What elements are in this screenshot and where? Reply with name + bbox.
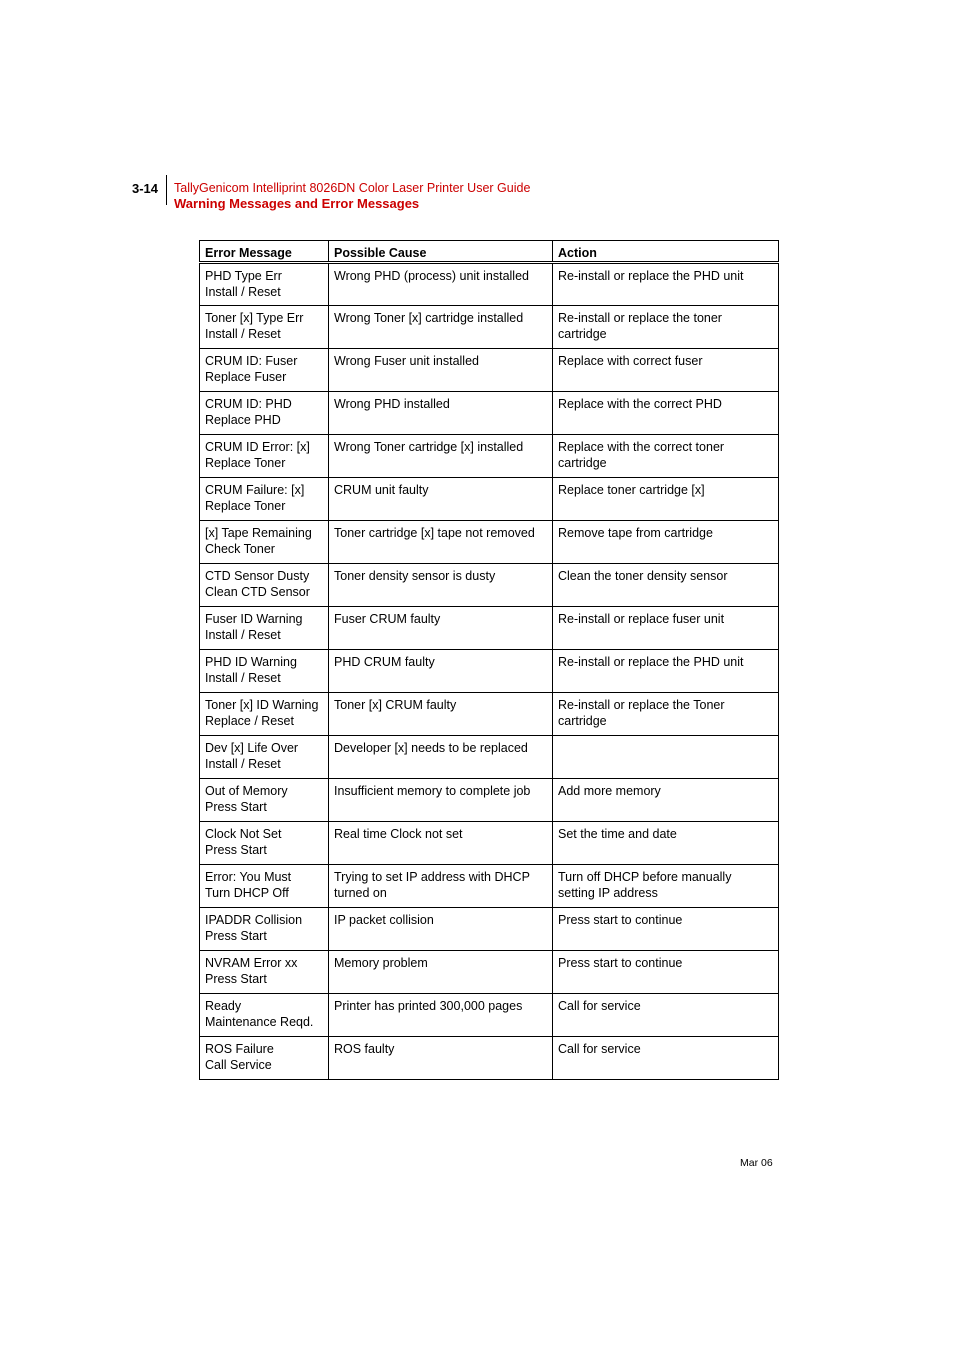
cell-text-line: Wrong Toner cartridge [x] installed [334, 440, 524, 454]
error-message-cell [200, 349, 329, 392]
cell-text-line: Re-install or replace fuser unit [558, 612, 725, 626]
action-cell [553, 521, 779, 564]
possible-cause-cell [329, 865, 553, 908]
cell-text-line: Replace toner cartridge [x] [558, 483, 705, 497]
cell-text-line: IPADDR Collision [205, 913, 303, 927]
cell-text-line: Install / Reset [205, 671, 281, 685]
cell-text-line: CRUM ID Error: [x] [205, 440, 310, 454]
error-message-cell [200, 1037, 329, 1080]
cell-text-line: ROS Failure [205, 1042, 274, 1056]
error-message-cell [200, 306, 329, 349]
cell-text-line: Memory problem [334, 956, 428, 970]
possible-cause-cell [329, 822, 553, 865]
cell-text-line: Fuser ID Warning [205, 612, 303, 626]
table-row [200, 865, 779, 908]
section-title: Warning Messages and Error Messages [174, 196, 420, 211]
table-body [200, 263, 779, 1080]
cell-text-line: Press Start [205, 929, 267, 943]
error-message-cell [200, 951, 329, 994]
cell-text-line: Insufficient memory to complete job [334, 784, 531, 798]
cell-text-line: [x] Tape Remaining [205, 526, 312, 540]
action-cell [553, 435, 779, 478]
cell-text-line: Wrong Toner [x] cartridge installed [334, 311, 524, 325]
possible-cause-cell [329, 994, 553, 1037]
table-row [200, 779, 779, 822]
table-row [200, 607, 779, 650]
error-message-cell [200, 908, 329, 951]
possible-cause-cell [329, 564, 553, 607]
cell-text-line: CRUM Failure: [x] [205, 483, 305, 497]
possible-cause-cell [329, 908, 553, 951]
cell-text-line: ROS faulty [334, 1042, 395, 1056]
cell-text-line: Dev [x] Life Over [205, 741, 299, 755]
error-message-cell [200, 607, 329, 650]
cell-text-line: turned on [334, 886, 387, 900]
cell-text-line: cartridge [558, 327, 607, 341]
possible-cause-cell [329, 349, 553, 392]
cell-text-line: Install / Reset [205, 757, 281, 771]
error-message-cell [200, 263, 329, 306]
cell-text-line: setting IP address [558, 886, 658, 900]
cell-text-line: Call for service [558, 999, 641, 1013]
error-message-cell [200, 435, 329, 478]
possible-cause-cell [329, 693, 553, 736]
action-cell [553, 349, 779, 392]
doc-title: TallyGenicom Intelliprint 8026DN Color Laser Printer User Guide [174, 181, 531, 195]
footer-date: Mar 06 [740, 1157, 773, 1169]
table-row [200, 693, 779, 736]
cell-text-line: Replace / Reset [205, 714, 294, 728]
table-row [200, 994, 779, 1037]
possible-cause-cell [329, 779, 553, 822]
header-divider [166, 175, 167, 205]
action-cell [553, 650, 779, 693]
cell-text-line: IP packet collision [334, 913, 434, 927]
error-message-table [199, 240, 779, 1080]
cell-text-line: cartridge [558, 456, 607, 470]
table-row [200, 564, 779, 607]
cell-text-line: Re-install or replace the Toner [558, 698, 725, 712]
possible-cause-cell [329, 478, 553, 521]
possible-cause-cell [329, 736, 553, 779]
table-row [200, 263, 779, 306]
table-row [200, 908, 779, 951]
cell-text-line: Out of Memory [205, 784, 288, 798]
cell-text-line: Re-install or replace the PHD unit [558, 269, 744, 283]
action-cell [553, 564, 779, 607]
action-cell [553, 478, 779, 521]
cell-text-line: PHD CRUM faulty [334, 655, 435, 669]
cell-text-line: Remove tape from cartridge [558, 526, 713, 540]
cell-text-line: Wrong PHD (process) unit installed [334, 269, 529, 283]
table-row [200, 478, 779, 521]
page-number: 3-14 [132, 181, 159, 196]
cell-text-line: Clean CTD Sensor [205, 585, 310, 599]
error-message-cell [200, 994, 329, 1037]
table-row [200, 822, 779, 865]
cell-text-line: Error: You Must [205, 870, 292, 884]
action-cell [553, 306, 779, 349]
cell-text-line: Replace with correct fuser [558, 354, 703, 368]
cell-text-line: Press start to continue [558, 913, 683, 927]
cell-text-line: Press Start [205, 800, 267, 814]
error-message-cell [200, 779, 329, 822]
cell-text-line: Wrong Fuser unit installed [334, 354, 479, 368]
cell-text-line: Real time Clock not set [334, 827, 463, 841]
cell-text-line: Re-install or replace the toner [558, 311, 722, 325]
action-cell [553, 994, 779, 1037]
cell-text-line: Check Toner [205, 542, 275, 556]
action-cell [553, 693, 779, 736]
cell-text-line: Developer [x] needs to be replaced [334, 741, 528, 755]
possible-cause-cell [329, 392, 553, 435]
cell-text-line: Replace with the correct toner [558, 440, 725, 454]
cell-text-line: Turn off DHCP before manually [558, 870, 732, 884]
action-cell [553, 779, 779, 822]
column-header-action: Action [553, 241, 779, 263]
cell-text-line: NVRAM Error xx [205, 956, 298, 970]
action-cell [553, 865, 779, 908]
table-row [200, 650, 779, 693]
cell-text-line: Re-install or replace the PHD unit [558, 655, 744, 669]
table-row [200, 521, 779, 564]
action-cell [553, 607, 779, 650]
cell-text-line: CRUM ID: Fuser [205, 354, 298, 368]
cell-text-line: Turn DHCP Off [205, 886, 289, 900]
error-message-cell [200, 650, 329, 693]
cell-text-line: Toner [x] Type Err [205, 311, 304, 325]
table-row [200, 392, 779, 435]
cell-text-line: Set the time and date [558, 827, 677, 841]
error-message-cell [200, 693, 329, 736]
possible-cause-cell [329, 306, 553, 349]
cell-text-line: Wrong PHD installed [334, 397, 450, 411]
action-cell [553, 822, 779, 865]
cell-text-line: Toner [x] ID Warning [205, 698, 319, 712]
table-row [200, 435, 779, 478]
cell-text-line: Toner cartridge [x] tape not removed [334, 526, 535, 540]
possible-cause-cell [329, 1037, 553, 1080]
possible-cause-cell [329, 435, 553, 478]
cell-text-line: Toner density sensor is dusty [334, 569, 496, 583]
action-cell [553, 951, 779, 994]
error-message-cell [200, 392, 329, 435]
action-cell [553, 263, 779, 306]
cell-text-line: Maintenance Reqd. [205, 1015, 314, 1029]
cell-text-line: Press start to continue [558, 956, 683, 970]
cell-text-line: Clean the toner density sensor [558, 569, 728, 583]
action-cell [553, 1037, 779, 1080]
cell-text-line: cartridge [558, 714, 607, 728]
cell-text-line: CRUM ID: PHD [205, 397, 292, 411]
cell-text-line: Install / Reset [205, 327, 281, 341]
cell-text-line: Clock Not Set [205, 827, 282, 841]
cell-text-line: CRUM unit faulty [334, 483, 429, 497]
cell-text-line: Toner [x] CRUM faulty [334, 698, 457, 712]
cell-text-line: PHD ID Warning [205, 655, 297, 669]
table-row [200, 951, 779, 994]
cell-text-line: Call Service [205, 1058, 272, 1072]
cell-text-line: Fuser CRUM faulty [334, 612, 441, 626]
action-cell [553, 908, 779, 951]
error-message-cell [200, 736, 329, 779]
cell-text-line: Replace Toner [205, 456, 286, 470]
column-header-error-message: Error Message [200, 241, 329, 263]
action-cell [553, 736, 779, 779]
cell-text-line: Replace Fuser [205, 370, 287, 384]
cell-text-line: Install / Reset [205, 285, 281, 299]
cell-text-line: Replace PHD [205, 413, 281, 427]
error-message-cell [200, 521, 329, 564]
cell-text-line: Ready [205, 999, 242, 1013]
cell-text-line: Add more memory [558, 784, 661, 798]
table-row [200, 349, 779, 392]
error-message-cell [200, 478, 329, 521]
cell-text-line: PHD Type Err [205, 269, 282, 283]
cell-text-line: CTD Sensor Dusty [205, 569, 310, 583]
cell-text-line: Trying to set IP address with DHCP [334, 870, 530, 884]
cell-text-line: Install / Reset [205, 628, 281, 642]
table-row [200, 736, 779, 779]
cell-text-line: Replace with the correct PHD [558, 397, 722, 411]
cell-text-line: Printer has printed 300,000 pages [334, 999, 523, 1013]
possible-cause-cell [329, 521, 553, 564]
table-row [200, 1037, 779, 1080]
cell-text-line: Press Start [205, 972, 267, 986]
possible-cause-cell [329, 951, 553, 994]
cell-text-line: Press Start [205, 843, 267, 857]
cell-text-line: Replace Toner [205, 499, 286, 513]
possible-cause-cell [329, 263, 553, 306]
column-header-possible-cause: Possible Cause [329, 241, 553, 263]
possible-cause-cell [329, 650, 553, 693]
possible-cause-cell [329, 607, 553, 650]
error-message-cell [200, 564, 329, 607]
error-message-cell [200, 865, 329, 908]
error-message-cell [200, 822, 329, 865]
table-header-row [200, 241, 779, 263]
cell-text-line: Call for service [558, 1042, 641, 1056]
action-cell [553, 392, 779, 435]
table-row [200, 306, 779, 349]
